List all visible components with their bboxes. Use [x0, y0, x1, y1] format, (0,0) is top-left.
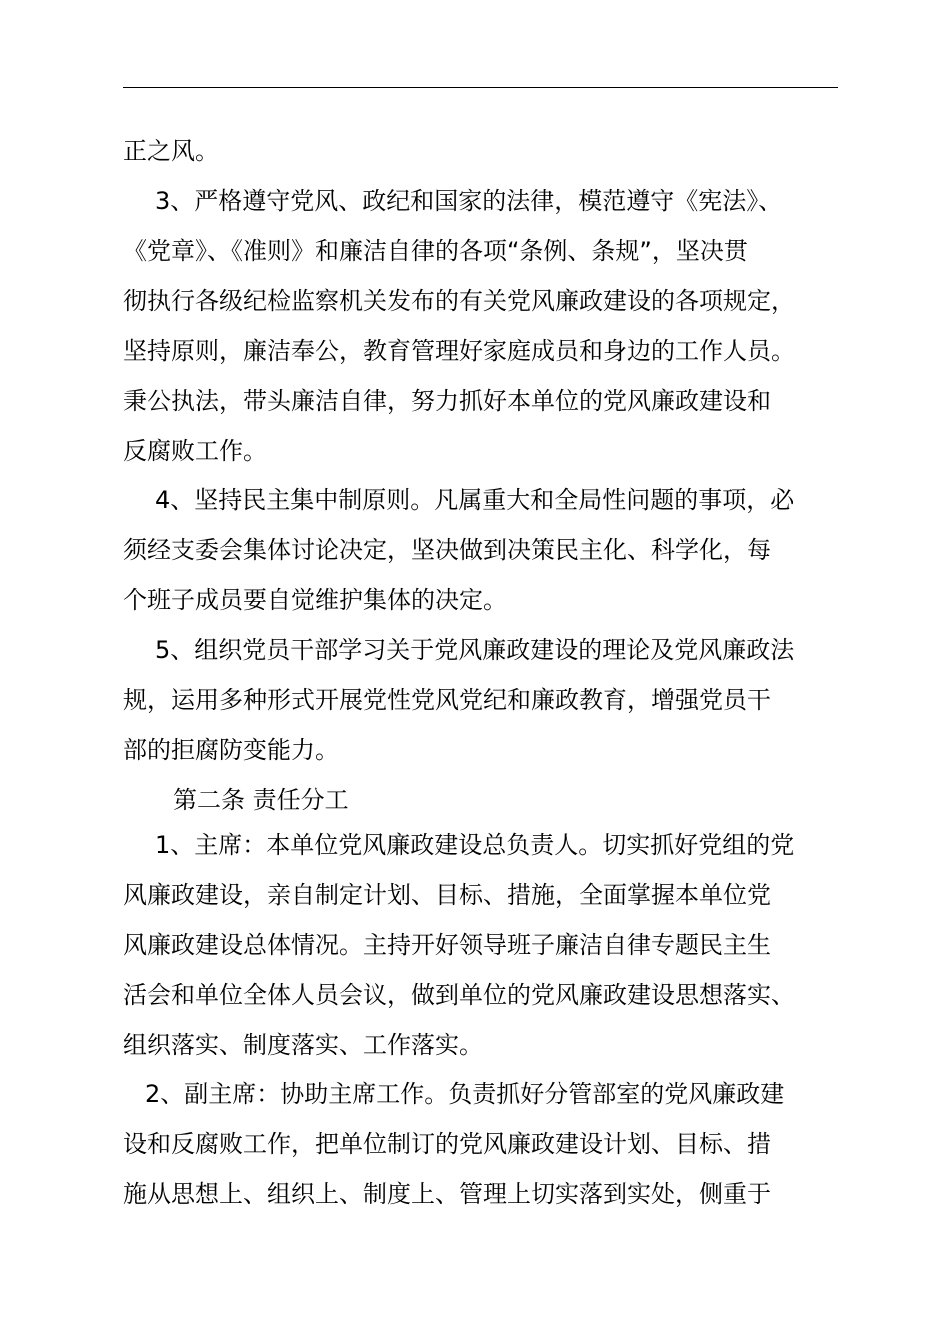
text-line: 个班子成员要自觉维护集体的决定。: [123, 586, 507, 614]
text-line: 5、组织党员干部学习关于党风廉政建设的理论及党风廉政法: [155, 636, 795, 664]
text-line: 规，运用多种形式开展党性党风党纪和廉政教育，增强党员干: [123, 686, 771, 714]
text-line: 正之风。: [123, 137, 219, 165]
text-line: 施从思想上、组织上、制度上、管理上切实落到实处，侧重于: [123, 1180, 771, 1208]
text-line: 1、主席：本单位党风廉政建设总负责人。切实抓好党组的党: [155, 831, 795, 859]
text-line: 须经支委会集体讨论决定，坚决做到决策民主化、科学化，每: [123, 536, 771, 564]
text-line: 4、坚持民主集中制原则。凡属重大和全局性问题的事项，必: [155, 486, 795, 514]
text-line: 风廉政建设总体情况。主持开好领导班子廉洁自律专题民主生: [123, 931, 771, 959]
text-line: 设和反腐败工作，把单位制订的党风廉政建设计划、目标、措: [123, 1130, 771, 1158]
text-line: 组织落实、制度落实、工作落实。: [123, 1031, 483, 1059]
text-line: 2、副主席：协助主席工作。负责抓好分管部室的党风廉政建: [145, 1080, 785, 1108]
text-line: 反腐败工作。: [123, 437, 267, 465]
header-rule: [123, 87, 838, 88]
text-line: 3、严格遵守党风、政纪和国家的法律，模范遵守《宪法》、: [155, 187, 783, 215]
text-line: 风廉政建设，亲自制定计划、目标、措施，全面掌握本单位党: [123, 881, 771, 909]
text-line: 秉公执法，带头廉洁自律，努力抓好本单位的党风廉政建设和: [123, 387, 771, 415]
section-heading: 第二条 责任分工: [173, 786, 349, 814]
text-line: 坚持原则，廉洁奉公，教育管理好家庭成员和身边的工作人员。: [123, 337, 795, 365]
text-line: 《党章》、《准则》和廉洁自律的各项“条例、条规”，坚决贯: [123, 237, 748, 265]
text-line: 彻执行各级纪检监察机关发布的有关党风廉政建设的各项规定，: [123, 287, 795, 315]
text-line: 部的拒腐防变能力。: [123, 736, 339, 764]
text-line: 活会和单位全体人员会议，做到单位的党风廉政建设思想落实、: [123, 981, 795, 1009]
